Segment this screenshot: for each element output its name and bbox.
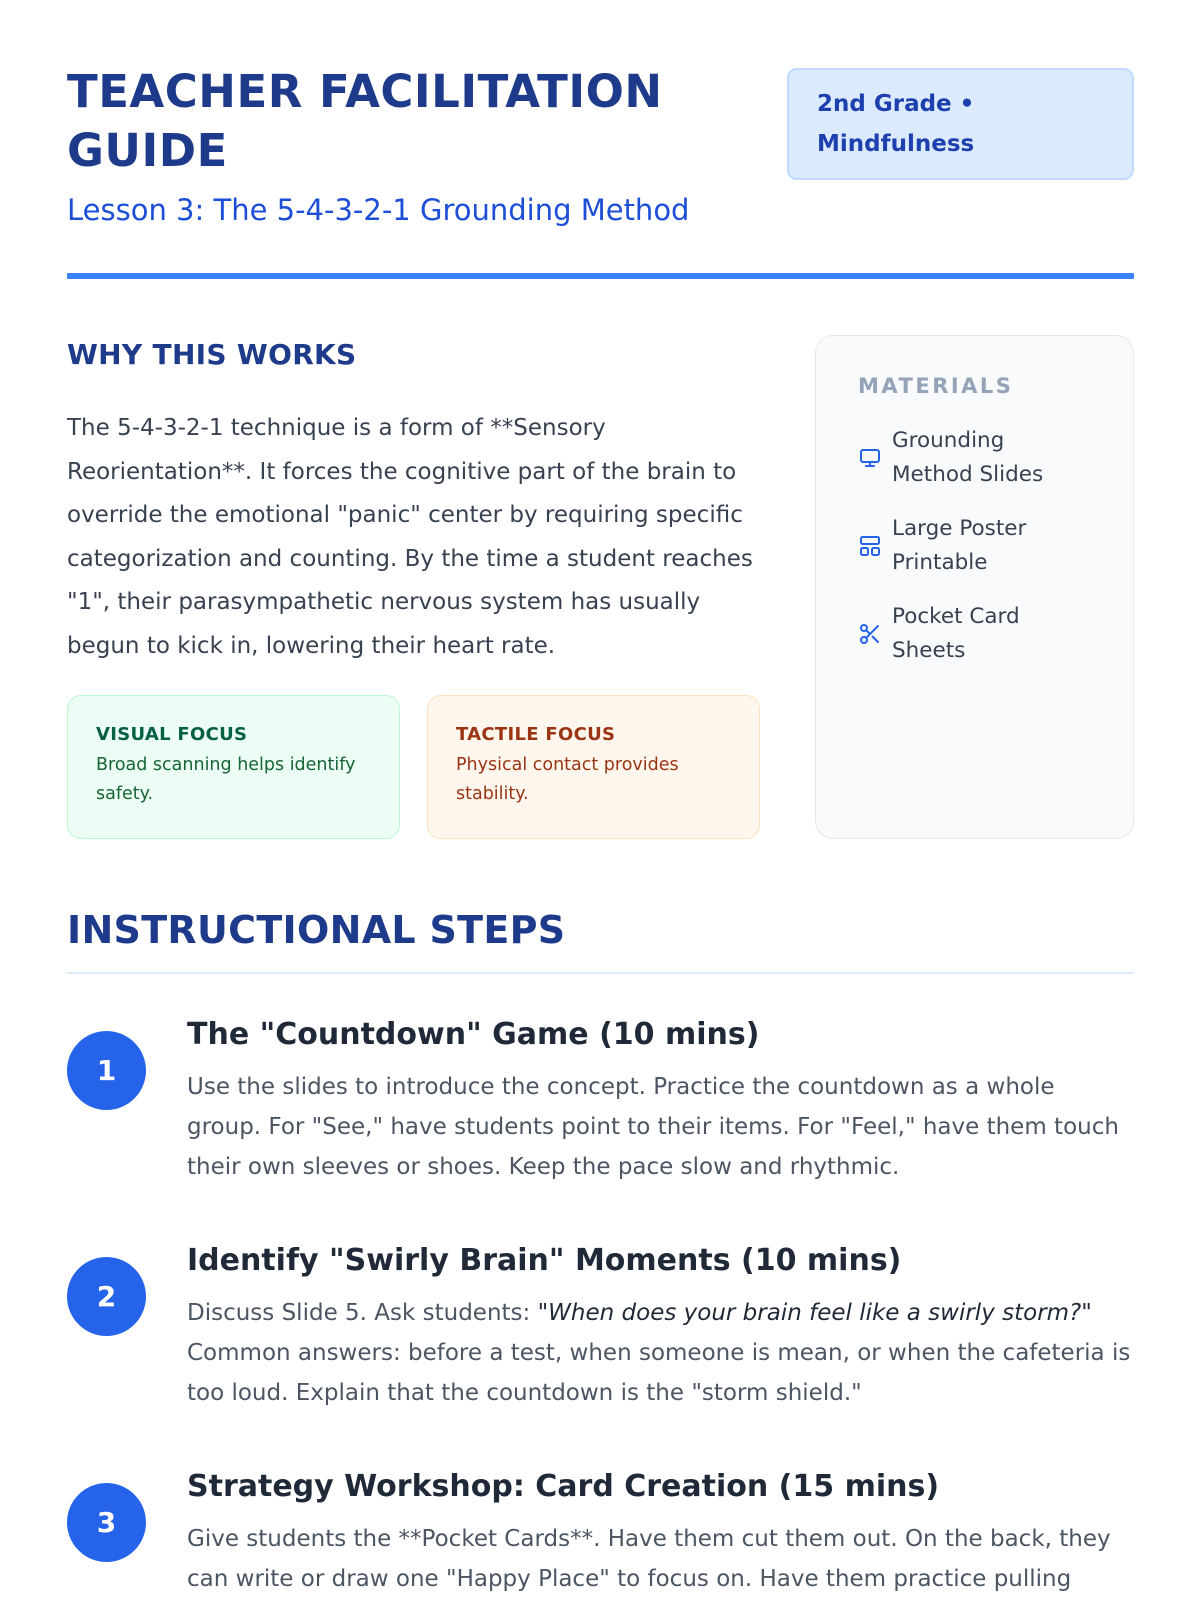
visual-focus-text: Broad scanning helps identify safety. (96, 755, 356, 804)
material-item-poster (858, 512, 1091, 580)
step-number-badge: 2 (67, 1257, 146, 1336)
steps-divider (67, 972, 1134, 974)
why-heading: WHY THIS WORKS (67, 338, 357, 371)
materials-heading: MATERIALS (858, 374, 1014, 398)
material-item-slides (858, 424, 1091, 492)
step-body: Give students the **Pocket Cards**. Have them cut them out. On the back, they can write or draw one "Happy Place" to focus on. Have them practice pulling (187, 1526, 1111, 1592)
visual-focus-card (67, 695, 400, 839)
step-body: Use the slides to introduce the concept. Practice the countdown as a whole group. For "See," have students point to their items. For "Feel," have them touch their own sleeves or shoes. Keep the pace slow and rhythmic. (187, 1074, 1119, 1180)
facilitation-guide-page (67, 0, 1134, 1600)
step-title: Identify "Swirly Brain" Moments (10 mins) (187, 1243, 902, 1278)
grade-badge-line2: Mindfulness (817, 131, 975, 157)
lesson-subtitle: Lesson 3: The 5-4-3-2-1 Grounding Method (67, 193, 690, 227)
grade-badge-line1: 2nd Grade • (817, 91, 975, 117)
materials-panel (815, 335, 1134, 839)
material-item-pocket-cards (858, 600, 1091, 668)
grade-badge (787, 68, 1134, 180)
step-body-quote: "When does your brain feel like a swirly storm?" (537, 1300, 1092, 1326)
scissors-icon (858, 622, 882, 646)
step-title: Strategy Workshop: Card Creation (15 mins) (187, 1469, 940, 1504)
material-label: Grounding Method Slides (892, 428, 1044, 487)
tactile-focus-card (427, 695, 760, 839)
material-label: Large Poster Printable (892, 516, 1027, 575)
visual-focus-title: VISUAL FOCUS (96, 724, 248, 745)
layout-icon (858, 534, 882, 558)
step-number-badge: 3 (67, 1483, 146, 1562)
material-label: Pocket Card Sheets (892, 604, 1020, 663)
tactile-focus-title: TACTILE FOCUS (456, 724, 616, 745)
step-body-rest: Common answers: before a test, when someone is mean, or when the cafeteria is too loud. Explain that the countdown is the "storm shield." (187, 1340, 1131, 1406)
tactile-focus-text: Physical contact provides stability. (456, 755, 679, 804)
steps-heading: INSTRUCTIONAL STEPS (67, 908, 566, 952)
step-number-badge: 1 (67, 1031, 146, 1110)
step-body (187, 1293, 1134, 1413)
step-body-intro: Discuss Slide 5. Ask students: (187, 1300, 538, 1326)
page-title: TEACHER FACILITATION GUIDE (67, 65, 663, 177)
step-title: The "Countdown" Game (10 mins) (187, 1017, 760, 1052)
header-divider (67, 273, 1134, 279)
monitor-icon (858, 446, 882, 470)
why-body: The 5-4-3-2-1 technique is a form of **Sensory Reorientation**. It forces the cognitive part of the brain to override the emotional "panic" center by requiring specific categorization and counting. By the time a student reaches "1", their parasympathetic nervous system has usually begun to kick in, lowering their heart rate. (67, 415, 753, 659)
